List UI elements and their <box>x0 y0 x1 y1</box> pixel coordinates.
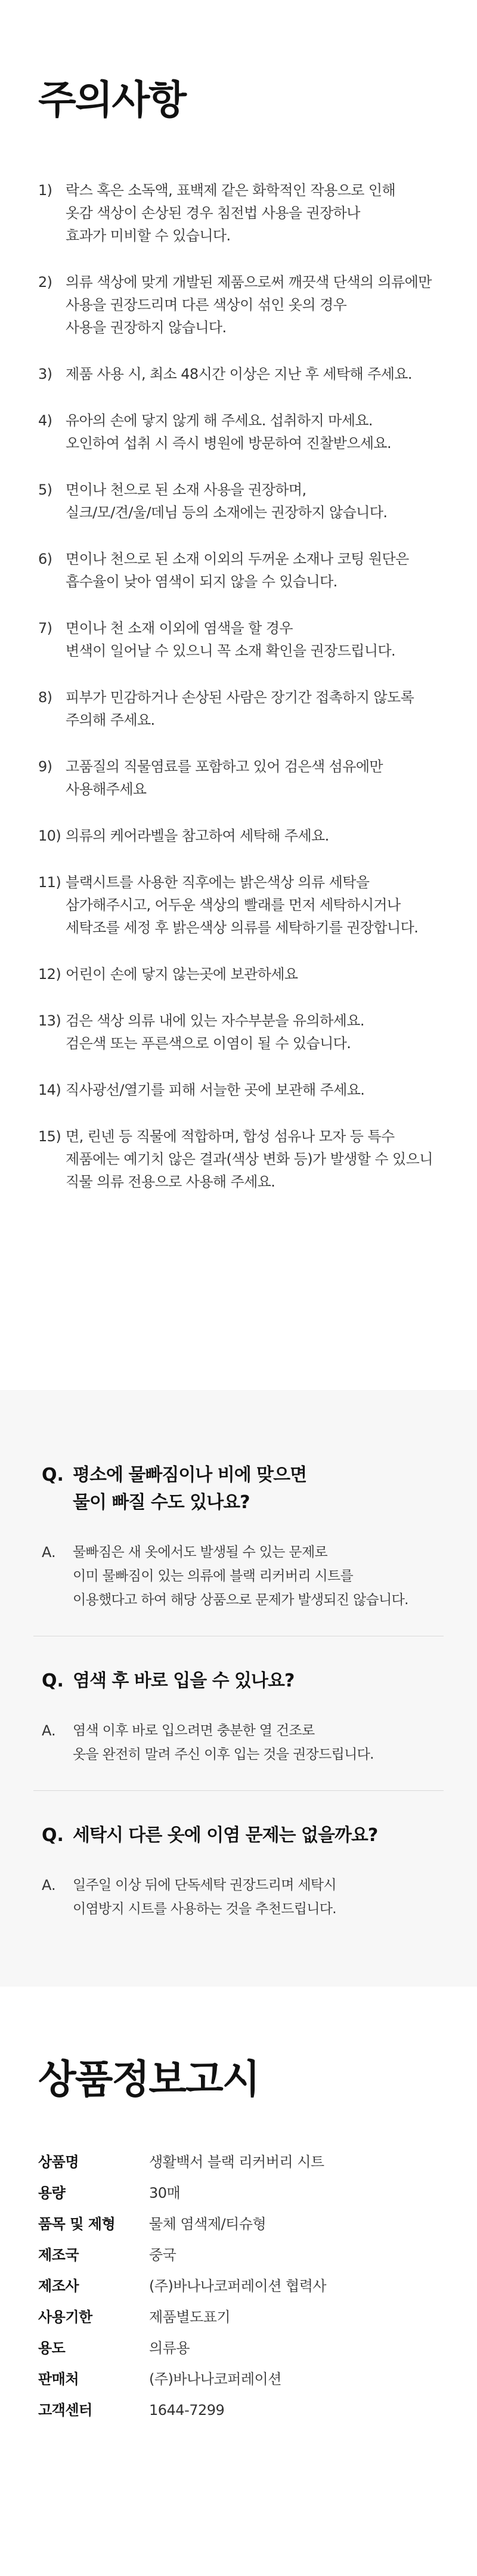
question-text <box>68 1667 294 1695</box>
caution-item-line: 주의해 주세요. <box>66 712 155 728</box>
caution-item-number: 14) <box>38 1082 61 1098</box>
caution-item-number: 11) <box>38 874 61 891</box>
caution-item <box>38 755 439 801</box>
answer-line: 이용했다고 하여 해당 상품으로 문제가 발생되진 않습니다. <box>73 1592 408 1608</box>
caution-item-line: 실크/모/견/울/데님 등의 소재에는 권장하지 않습니다. <box>66 504 388 521</box>
caution-item-line: 면이나 천 소재 이외에 염색을 할 경우 <box>66 620 293 637</box>
info-label: 상품명 <box>38 2154 79 2170</box>
caution-item-line: 흡수율이 낮아 염색이 되지 않을 수 있습니다. <box>66 573 337 590</box>
caution-item-text <box>62 1079 439 1101</box>
answer-line: 옷을 완전히 말려 주신 이후 입는 것을 권장드립니다. <box>73 1747 374 1762</box>
caution-item-text <box>62 409 439 455</box>
caution-item-number: 5) <box>38 481 52 498</box>
caution-title: 주의사항 <box>38 77 186 123</box>
answer-mark-label: A. <box>42 1544 56 1561</box>
question-mark-label: Q. <box>42 1670 64 1691</box>
caution-item <box>38 363 439 385</box>
caution-item-line: 직사광선/열기를 피해 서늘한 곳에 보관해 주세요. <box>66 1082 365 1098</box>
caution-item-line: 락스 혹은 소독액, 표백제 같은 화학적인 작용으로 인해 <box>66 182 396 199</box>
caution-item-text <box>62 755 439 801</box>
info-row <box>38 2395 439 2426</box>
caution-item <box>38 179 439 247</box>
caution-item <box>38 617 439 662</box>
caution-item-number: 15) <box>38 1128 61 1145</box>
info-label: 품목 및 제형 <box>38 2216 116 2232</box>
caution-item-text <box>62 1009 439 1055</box>
info-row <box>38 2240 439 2271</box>
info-row <box>38 2333 439 2364</box>
answer-line: 이염방지 시트를 사용하는 것을 추천드립니다. <box>73 1901 336 1917</box>
answer-line: 염색 이후 바로 입으려면 충분한 열 건조로 <box>73 1723 315 1738</box>
info-label: 용량 <box>38 2185 66 2201</box>
faq-answer <box>33 1719 444 1766</box>
faq-answer <box>33 1873 444 1921</box>
caution-item-line: 세탁조를 세정 후 밝은색상 의류를 세탁하기를 권장합니다. <box>66 919 419 936</box>
caution-item-line: 의류 색상에 맞게 개발된 제품으로써 깨끗색 단색의 의류에만 <box>66 274 432 291</box>
info-row <box>38 2146 439 2177</box>
answer-mark-label: A. <box>42 1877 56 1894</box>
caution-item-number: 3) <box>38 366 52 382</box>
info-row <box>38 2271 439 2302</box>
product-info-table <box>38 2146 439 2426</box>
caution-item-line: 직물 의류 전용으로 사용해 주세요. <box>66 1173 275 1190</box>
caution-item-line: 검은 색상 의류 내에 있는 자수부분을 유의하세요. <box>66 1012 364 1029</box>
info-value: 제품별도표기 <box>149 2309 231 2325</box>
question-line: 물이 빠질 수도 있나요? <box>73 1492 250 1513</box>
answer-line: 물빠짐은 새 옷에서도 발생될 수 있는 문제로 <box>73 1545 327 1560</box>
question-line: 세탁시 다른 옷에 이염 문제는 없을까요? <box>73 1825 378 1846</box>
caution-item-number: 13) <box>38 1012 61 1029</box>
answer-line: 일주일 이상 뒤에 단독세탁 권장드리며 세탁시 <box>73 1877 336 1893</box>
info-row <box>38 2177 439 2209</box>
caution-item <box>38 1079 439 1101</box>
answer-mark-label: A. <box>42 1722 56 1739</box>
question-mark-label: Q. <box>42 1465 64 1485</box>
info-value: 1644-7299 <box>149 2402 225 2419</box>
caution-item-line: 고품질의 직물염료를 포함하고 있어 검은색 섬유에만 <box>66 758 383 775</box>
info-label: 사용기한 <box>38 2309 92 2325</box>
caution-item-line: 사용을 권장드리며 다른 색상이 섞인 옷의 경우 <box>66 296 347 313</box>
info-value: 생활백서 블랙 리커버리 시트 <box>149 2154 324 2170</box>
question-line: 평소에 물빠짐이나 비에 맞으면 <box>73 1465 307 1485</box>
faq-item <box>33 1667 444 1791</box>
info-value: (주)바나나코퍼레이션 <box>149 2371 281 2387</box>
caution-item-text <box>62 271 439 339</box>
faq-item <box>33 1462 444 1636</box>
info-value: 중국 <box>149 2247 176 2263</box>
caution-item-line: 사용해주세요 <box>66 781 147 798</box>
caution-item-line: 옷감 색상이 손상된 경우 침전법 사용을 권장하나 <box>66 205 360 221</box>
info-value: 의류용 <box>149 2340 190 2356</box>
info-row <box>38 2209 439 2240</box>
caution-item <box>38 686 439 731</box>
caution-item-line: 효과가 미비할 수 있습니다. <box>66 227 231 244</box>
faq-item <box>33 1822 444 1945</box>
caution-item-text <box>62 824 439 847</box>
product-info-title: 상품정보고시 <box>38 2056 259 2102</box>
caution-item-line: 제품 사용 시, 최소 48시간 이상은 지난 후 세탁해 주세요. <box>66 366 412 382</box>
caution-item-number: 7) <box>38 620 52 637</box>
caution-item-line: 면이나 천으로 된 소재 사용을 권장하며, <box>66 481 306 498</box>
caution-item-number: 9) <box>38 758 52 775</box>
caution-item-number: 2) <box>38 274 52 291</box>
faq-question <box>33 1462 444 1516</box>
caution-item-text <box>62 363 439 385</box>
faq-answer <box>33 1540 444 1612</box>
caution-item-line: 유아의 손에 닿지 않게 해 주세요. 섭취하지 마세요. <box>66 412 373 429</box>
caution-item-text <box>62 1125 439 1193</box>
faq-question <box>33 1667 444 1695</box>
caution-item-number: 10) <box>38 827 61 844</box>
caution-item-number: 4) <box>38 412 52 429</box>
caution-item-line: 검은색 또는 푸른색으로 이염이 될 수 있습니다. <box>66 1035 351 1052</box>
faq-section <box>0 1390 477 1987</box>
caution-item-number: 8) <box>38 689 52 706</box>
caution-item <box>38 1125 439 1193</box>
caution-item-line: 사용을 권장하지 않습니다. <box>66 319 227 336</box>
caution-item-number: 6) <box>38 551 52 567</box>
info-value: 30매 <box>149 2185 181 2201</box>
question-line: 염색 후 바로 입을 수 있나요? <box>73 1670 295 1691</box>
caution-list <box>38 179 439 1193</box>
caution-item <box>38 478 439 524</box>
caution-item-line: 면, 린넨 등 직물에 적합하며, 합성 섬유나 모자 등 특수 <box>66 1128 395 1145</box>
product-info-section <box>0 1987 477 2426</box>
caution-item-text <box>62 686 439 731</box>
caution-item <box>38 871 439 939</box>
caution-item-line: 변색이 일어날 수 있으니 꼭 소재 확인을 권장드립니다. <box>66 643 396 659</box>
caution-item-line: 제품에는 예기치 않은 결과(색상 변화 등)가 발생할 수 있으니 <box>66 1151 433 1167</box>
info-row <box>38 2302 439 2333</box>
info-row <box>38 2364 439 2395</box>
info-value: (주)바나나코퍼레이션 협력사 <box>149 2278 327 2294</box>
caution-item-text <box>62 963 439 986</box>
caution-item <box>38 271 439 339</box>
caution-item <box>38 963 439 986</box>
question-mark-label: Q. <box>42 1825 64 1846</box>
info-label: 용도 <box>38 2340 66 2356</box>
caution-item-line: 삼가해주시고, 어두운 색상의 빨래를 먼저 세탁하시거나 <box>66 897 401 913</box>
caution-item <box>38 548 439 593</box>
info-label: 제조사 <box>38 2278 79 2294</box>
caution-item-number: 1) <box>38 182 52 199</box>
info-label: 제조국 <box>38 2247 79 2263</box>
caution-item-line: 오인하여 섭취 시 즉시 병원에 방문하여 진찰받으세요. <box>66 435 392 452</box>
caution-item-text <box>62 179 439 247</box>
answer-text <box>68 1540 408 1612</box>
answer-text <box>68 1873 336 1921</box>
caution-item-line: 블랙시트를 사용한 직후에는 밝은색상 의류 세탁을 <box>66 874 370 891</box>
caution-item-text <box>62 478 439 524</box>
question-text <box>68 1462 306 1516</box>
info-label: 판매처 <box>38 2371 79 2387</box>
caution-item <box>38 824 439 847</box>
caution-item-text <box>62 871 439 939</box>
caution-item-number: 12) <box>38 966 61 983</box>
info-value: 물체 염색제/티슈형 <box>149 2216 267 2232</box>
caution-item-line: 어린이 손에 닿지 않는곳에 보관하세요 <box>66 966 298 983</box>
caution-item-line: 피부가 민감하거나 손상된 사람은 장기간 접촉하지 않도록 <box>66 689 414 706</box>
answer-line: 이미 물빠짐이 있는 의류에 블랙 리커버리 시트를 <box>73 1568 354 1584</box>
answer-text <box>68 1719 374 1766</box>
faq-question <box>33 1822 444 1849</box>
caution-item <box>38 1009 439 1055</box>
caution-item <box>38 409 439 455</box>
caution-item-line: 면이나 천으로 된 소재 이외의 두꺼운 소재나 코팅 원단은 <box>66 551 409 567</box>
caution-item-text <box>62 548 439 593</box>
question-text <box>68 1822 377 1849</box>
caution-item-line: 의류의 케어라벨을 참고하여 세탁해 주세요. <box>66 827 329 844</box>
info-label: 고객센터 <box>38 2402 92 2419</box>
caution-item-text <box>62 617 439 662</box>
